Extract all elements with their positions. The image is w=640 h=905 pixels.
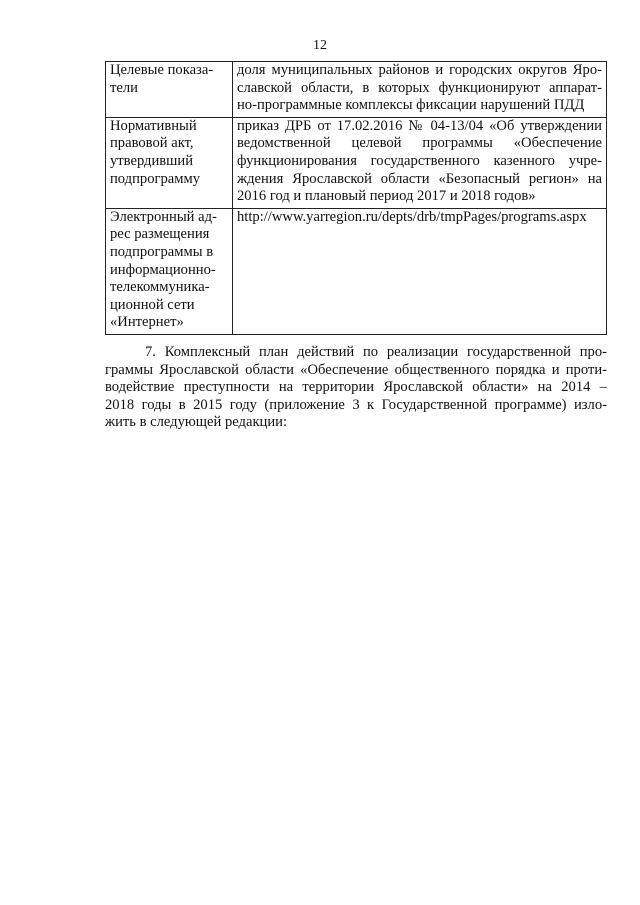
value-line: приказ ДРБ от 17.02.2016 № 04-13/04 «Об утверждении — [237, 117, 602, 134]
paragraph-line: граммы Ярославской области «Обеспечение общественного порядка и проти- — [105, 361, 607, 378]
row-label-electronic-address: Электронный ад- рес размещения подпрограммы в информационно- телекоммуника- ционной сети «Интернет» — [106, 208, 233, 334]
value-line: ждения Ярославской области «Безопасный регион» на — [237, 170, 602, 187]
value-line: ведомственной целевой программы «Обеспечение — [237, 135, 602, 152]
page-number: 12 — [313, 38, 327, 53]
paragraph-line: жить в следующей редакции: — [105, 414, 288, 430]
row-value-electronic-address — [233, 208, 607, 334]
subprogram-passport-table — [105, 61, 607, 335]
body-paragraph-7 — [105, 344, 607, 432]
table-row-target-indicators — [106, 62, 607, 118]
table-row-electronic-address — [106, 208, 607, 334]
value-line: но-программные комплексы фиксации нарушений ПДД — [237, 97, 585, 114]
row-label-normative-act: Нормативный правовой акт, утвердивший подпрограмму — [106, 117, 233, 208]
value-line: 2016 год и плановый период 2017 и 2018 годов» — [237, 188, 536, 205]
table-row-normative-act — [106, 117, 607, 208]
row-label-target-indicators: Целевые показа- тели — [106, 62, 233, 118]
paragraph-line: 2018 годы в 2015 году (приложение 3 к Государственной программе) изло- — [105, 396, 607, 413]
row-value-target-indicators — [233, 62, 607, 118]
row-value-normative-act — [233, 117, 607, 208]
paragraph-line: 7. Комплексный план действий по реализации государственной про- — [145, 344, 607, 360]
value-line: славской области, в которых функционируют аппарат- — [237, 79, 602, 96]
value-line: доля муниципальных районов и городских округов Яро- — [237, 62, 602, 78]
paragraph-line: водействие преступности на территории Ярославской области» на 2014 – — [105, 379, 607, 395]
program-url: http://www.yarregion.ru/depts/drb/tmpPages/programs.aspx — [237, 208, 587, 225]
value-line: функционирования государственного казенного учре- — [237, 152, 602, 169]
